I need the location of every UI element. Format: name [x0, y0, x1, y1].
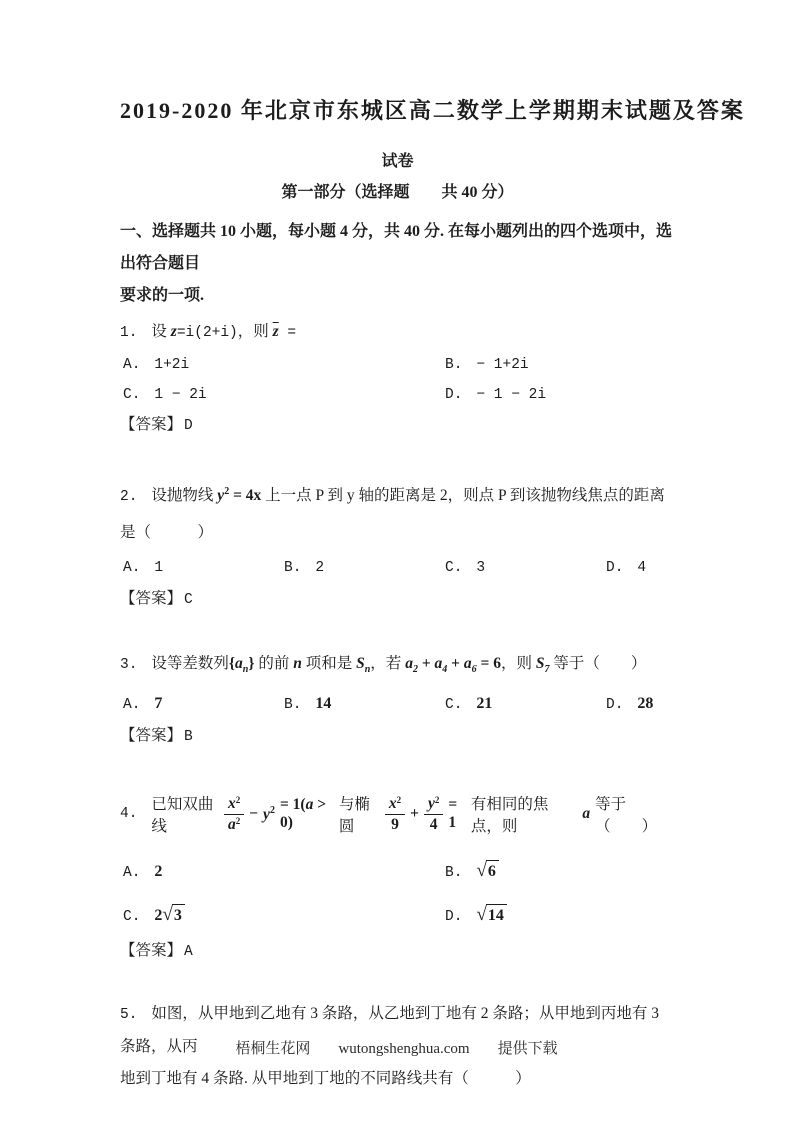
var-a4: a: [434, 655, 443, 672]
question-1-text: 设: [151, 323, 171, 340]
q2-option-a-label: A.: [123, 560, 141, 576]
q2-text-post: 上一点 P 到 y 轴的距离是 2，则点 P 到该抛物线焦点的距离是（ ）: [120, 487, 665, 541]
brace-open: {: [228, 655, 236, 672]
fraction-denominator: 4: [429, 815, 438, 833]
q1-option-c-label: C.: [123, 387, 141, 403]
q3-text-pre: 设等差数列: [151, 655, 229, 672]
question-1-stem: [120, 316, 675, 349]
exp-2: 2: [235, 815, 241, 826]
sub-n: n: [364, 664, 371, 675]
q4-option-d-label: D.: [445, 909, 463, 925]
var-a2: a: [405, 655, 413, 672]
question-2-number: 2.: [120, 489, 138, 505]
q2-option-c-value: 3: [476, 560, 486, 576]
sub-4: 4: [442, 664, 448, 675]
sqrt-radical: [476, 860, 498, 882]
sqrt-radical: [476, 904, 506, 926]
answer-prefix: 【答案】: [120, 416, 183, 433]
q2-option-c: [445, 551, 485, 584]
var-a: a: [582, 805, 591, 822]
question-2-answer: [120, 583, 675, 616]
q3-option-c-label: C.: [445, 697, 463, 713]
q2-option-b-label: B.: [284, 560, 302, 576]
paper-label: 试卷: [381, 153, 414, 170]
q3-option-c-value: 21: [476, 695, 493, 712]
q4-text-pre: 已知双曲线: [151, 796, 214, 835]
q2-parabola-equation: [217, 487, 265, 504]
instructions-line1: 一、选择题共 10 小题，每小题 4 分，共 40 分. 在每小题列出的四个选项中，选出符合题目: [120, 223, 673, 272]
question-2-stem: [120, 474, 675, 551]
q1-text-mid: ，则: [237, 323, 273, 340]
fraction-numerator: [224, 795, 244, 814]
radical-sign: √: [162, 904, 173, 925]
sub-6: 6: [471, 664, 477, 675]
question-2-options: [120, 551, 675, 583]
answer-prefix: 【答案】: [120, 942, 183, 959]
instructions-line2: 要求的一项.: [120, 287, 205, 304]
q4-option-c-label: C.: [123, 909, 141, 925]
q3-option-b: [284, 688, 331, 721]
q4-option-d-radicand: 14: [486, 904, 507, 925]
question-3-answer: [120, 720, 675, 753]
answer-prefix: 【答案】: [120, 590, 183, 607]
var-y: y: [427, 795, 435, 813]
q2-text-pre: 设抛物线: [151, 487, 218, 504]
q2-option-c-label: C.: [445, 560, 463, 576]
fraction-numerator: [424, 795, 443, 814]
q4-text-post2: 等于（ ）: [595, 796, 658, 835]
q4-option-b: [445, 853, 499, 892]
exp-2: 2: [434, 795, 440, 806]
q5-text-line2: 地到丁地有 4 条路. 从甲地到丁地的不同路线共有（ ）: [120, 1070, 531, 1087]
q2-option-b: [284, 551, 324, 584]
section1-instructions: [120, 216, 675, 312]
q4-text-mid: 与椭圆: [338, 796, 370, 835]
q1-equals: =: [278, 325, 297, 341]
var-x: x: [227, 795, 236, 813]
question-4-options-row1: [120, 853, 675, 891]
question-4-options-row2: [120, 897, 675, 935]
q1-option-b-label: B.: [445, 357, 463, 373]
question-1-number: 1.: [120, 325, 138, 341]
part1-header: 第一部分（选择题 共 40 分）: [281, 184, 514, 201]
q4-equation-condition: [280, 796, 334, 832]
var-a: a: [305, 796, 314, 813]
q5-text-line1: 如图，从甲地到乙地有 3 条路，从乙地到丁地有 2 条路；从甲地到丙地有 3 条路，从丙: [120, 1005, 660, 1055]
q1-option-a-label: A.: [123, 357, 141, 373]
equals-1: = 1: [448, 796, 458, 831]
plus-sign: +: [417, 655, 435, 672]
q4-text-post1: 有相同的焦点，则: [470, 796, 549, 835]
page-footer: [0, 1038, 793, 1060]
radical-sign: √: [476, 860, 487, 881]
var-y: y: [263, 805, 270, 823]
q1-option-d-label: D.: [445, 387, 463, 403]
q4-option-d: [445, 897, 507, 936]
q2-option-a: [123, 551, 163, 584]
radical-sign: √: [476, 904, 487, 925]
fraction-denominator: 9: [391, 815, 399, 833]
q3-option-d-value: 28: [637, 695, 654, 712]
question-1-answer: [120, 409, 675, 442]
brace-close: }: [248, 655, 255, 672]
question-1-options-row1: [120, 349, 675, 379]
exp-2: 2: [396, 795, 402, 806]
exp-2: 2: [235, 795, 241, 806]
q2-exponent: 2: [224, 486, 230, 497]
var-s: S: [356, 655, 365, 672]
q2-equation-rest: = 4x: [229, 487, 266, 504]
q1-option-a: [123, 349, 189, 380]
q3-option-d-label: D.: [606, 697, 624, 713]
q4-y-squared: [263, 805, 275, 824]
q3-s7-notation: [535, 655, 550, 675]
q4-hyperbola-fraction: [224, 795, 244, 832]
page-title: 2019-2020 年北京市东城区高二数学上学期期末试题及答案: [120, 98, 745, 123]
answer-prefix: 【答案】: [120, 727, 183, 744]
question-3-number: 3.: [120, 657, 138, 673]
q4-ellipse-fraction-x: [385, 795, 405, 832]
q1-option-c-value: 1 − 2i: [154, 387, 207, 403]
q4-option-c: [123, 897, 185, 936]
q2-option-d-value: 4: [637, 560, 647, 576]
q4-option-a-label: A.: [123, 865, 141, 881]
question-3-options: [120, 688, 675, 720]
q3-option-b-value: 14: [315, 695, 332, 712]
q4-option-c-radicand: 3: [172, 904, 185, 925]
fraction-denominator: [228, 815, 240, 833]
q1-option-d-value: − 1 − 2i: [476, 387, 547, 403]
q1-expression: =i(2+i): [176, 325, 238, 341]
fraction-numerator: [385, 795, 405, 814]
q3-option-c: [445, 688, 492, 721]
q4-answer-letter: A: [184, 944, 193, 960]
q3-answer-letter: B: [184, 729, 193, 745]
q1-option-a-value: 1+2i: [154, 357, 190, 373]
q1-option-b: [445, 349, 529, 380]
q2-option-d-label: D.: [606, 560, 624, 576]
var-y: y: [217, 487, 225, 504]
q3-sequence-notation: [228, 655, 255, 675]
question-3-stem: [120, 646, 675, 688]
q2-option-d: [606, 551, 646, 584]
q4-option-b-radicand: 6: [486, 860, 499, 881]
question-4-stem: [120, 783, 675, 845]
q5-line2: [120, 1063, 675, 1095]
minus-sign: −: [249, 805, 259, 822]
equals-6: = 6: [476, 655, 501, 672]
q2-option-a-value: 1: [154, 560, 164, 576]
q1-option-c: [123, 379, 207, 410]
q3-condition-equation: [405, 655, 501, 675]
plus-sign: +: [410, 805, 419, 822]
footer-download-hint: 提供下载: [497, 1041, 558, 1057]
q4-ellipse-fraction-y: [424, 795, 443, 832]
var-n: n: [293, 655, 302, 672]
q3-option-b-label: B.: [284, 697, 302, 713]
q3-text-mid4: ，则: [500, 655, 536, 672]
var-z-conjugate: $\overline{z}$: [272, 323, 279, 340]
q3-option-a-label: A.: [123, 697, 141, 713]
question-5-number: 5.: [120, 1007, 138, 1023]
equals-1-paren: = 1(: [279, 796, 306, 813]
q3-text-mid3: ，若: [370, 655, 406, 672]
q3-option-d: [606, 688, 653, 721]
q2-option-b-value: 2: [315, 560, 325, 576]
q3-sum-notation: [356, 655, 371, 675]
q1-answer-letter: D: [184, 418, 193, 434]
q4-option-a: [123, 853, 162, 892]
greater-than-0: > 0): [279, 796, 327, 831]
question-1-options-row2: [120, 379, 675, 409]
exp-2: 2: [269, 804, 275, 816]
var-a: a: [227, 815, 236, 833]
sub-n: n: [242, 664, 249, 675]
sub-2: 2: [412, 664, 418, 675]
var-a: a: [235, 655, 243, 672]
var-z: z: [170, 323, 177, 340]
question-4-answer: [120, 935, 675, 968]
q1-option-b-value: − 1+2i: [476, 357, 529, 373]
q3-text-mid1: 的前: [254, 655, 294, 672]
sqrt-radical: [162, 904, 184, 926]
q4-option-a-value: 2: [154, 863, 163, 880]
q3-option-a-value: 7: [154, 695, 163, 712]
sub-7: 7: [544, 664, 550, 675]
var-s7: S: [535, 655, 545, 672]
q3-text-post: 等于（ ）: [549, 655, 647, 672]
q1-option-d: [445, 379, 546, 410]
plus-sign: +: [447, 655, 464, 672]
footer-site-name: 梧桐生花网: [235, 1041, 311, 1057]
var-a6: a: [463, 655, 472, 672]
q2-answer-letter: C: [184, 592, 193, 608]
question-4-number: 4.: [120, 806, 138, 822]
footer-site-url: wutongshenghua.com: [338, 1041, 470, 1057]
var-x: x: [388, 795, 397, 813]
q3-text-mid2: 项和是: [301, 655, 357, 672]
q4-option-b-label: B.: [445, 865, 463, 881]
q4-option-c-coeff: 2: [154, 907, 163, 924]
q3-option-a: [123, 688, 162, 721]
